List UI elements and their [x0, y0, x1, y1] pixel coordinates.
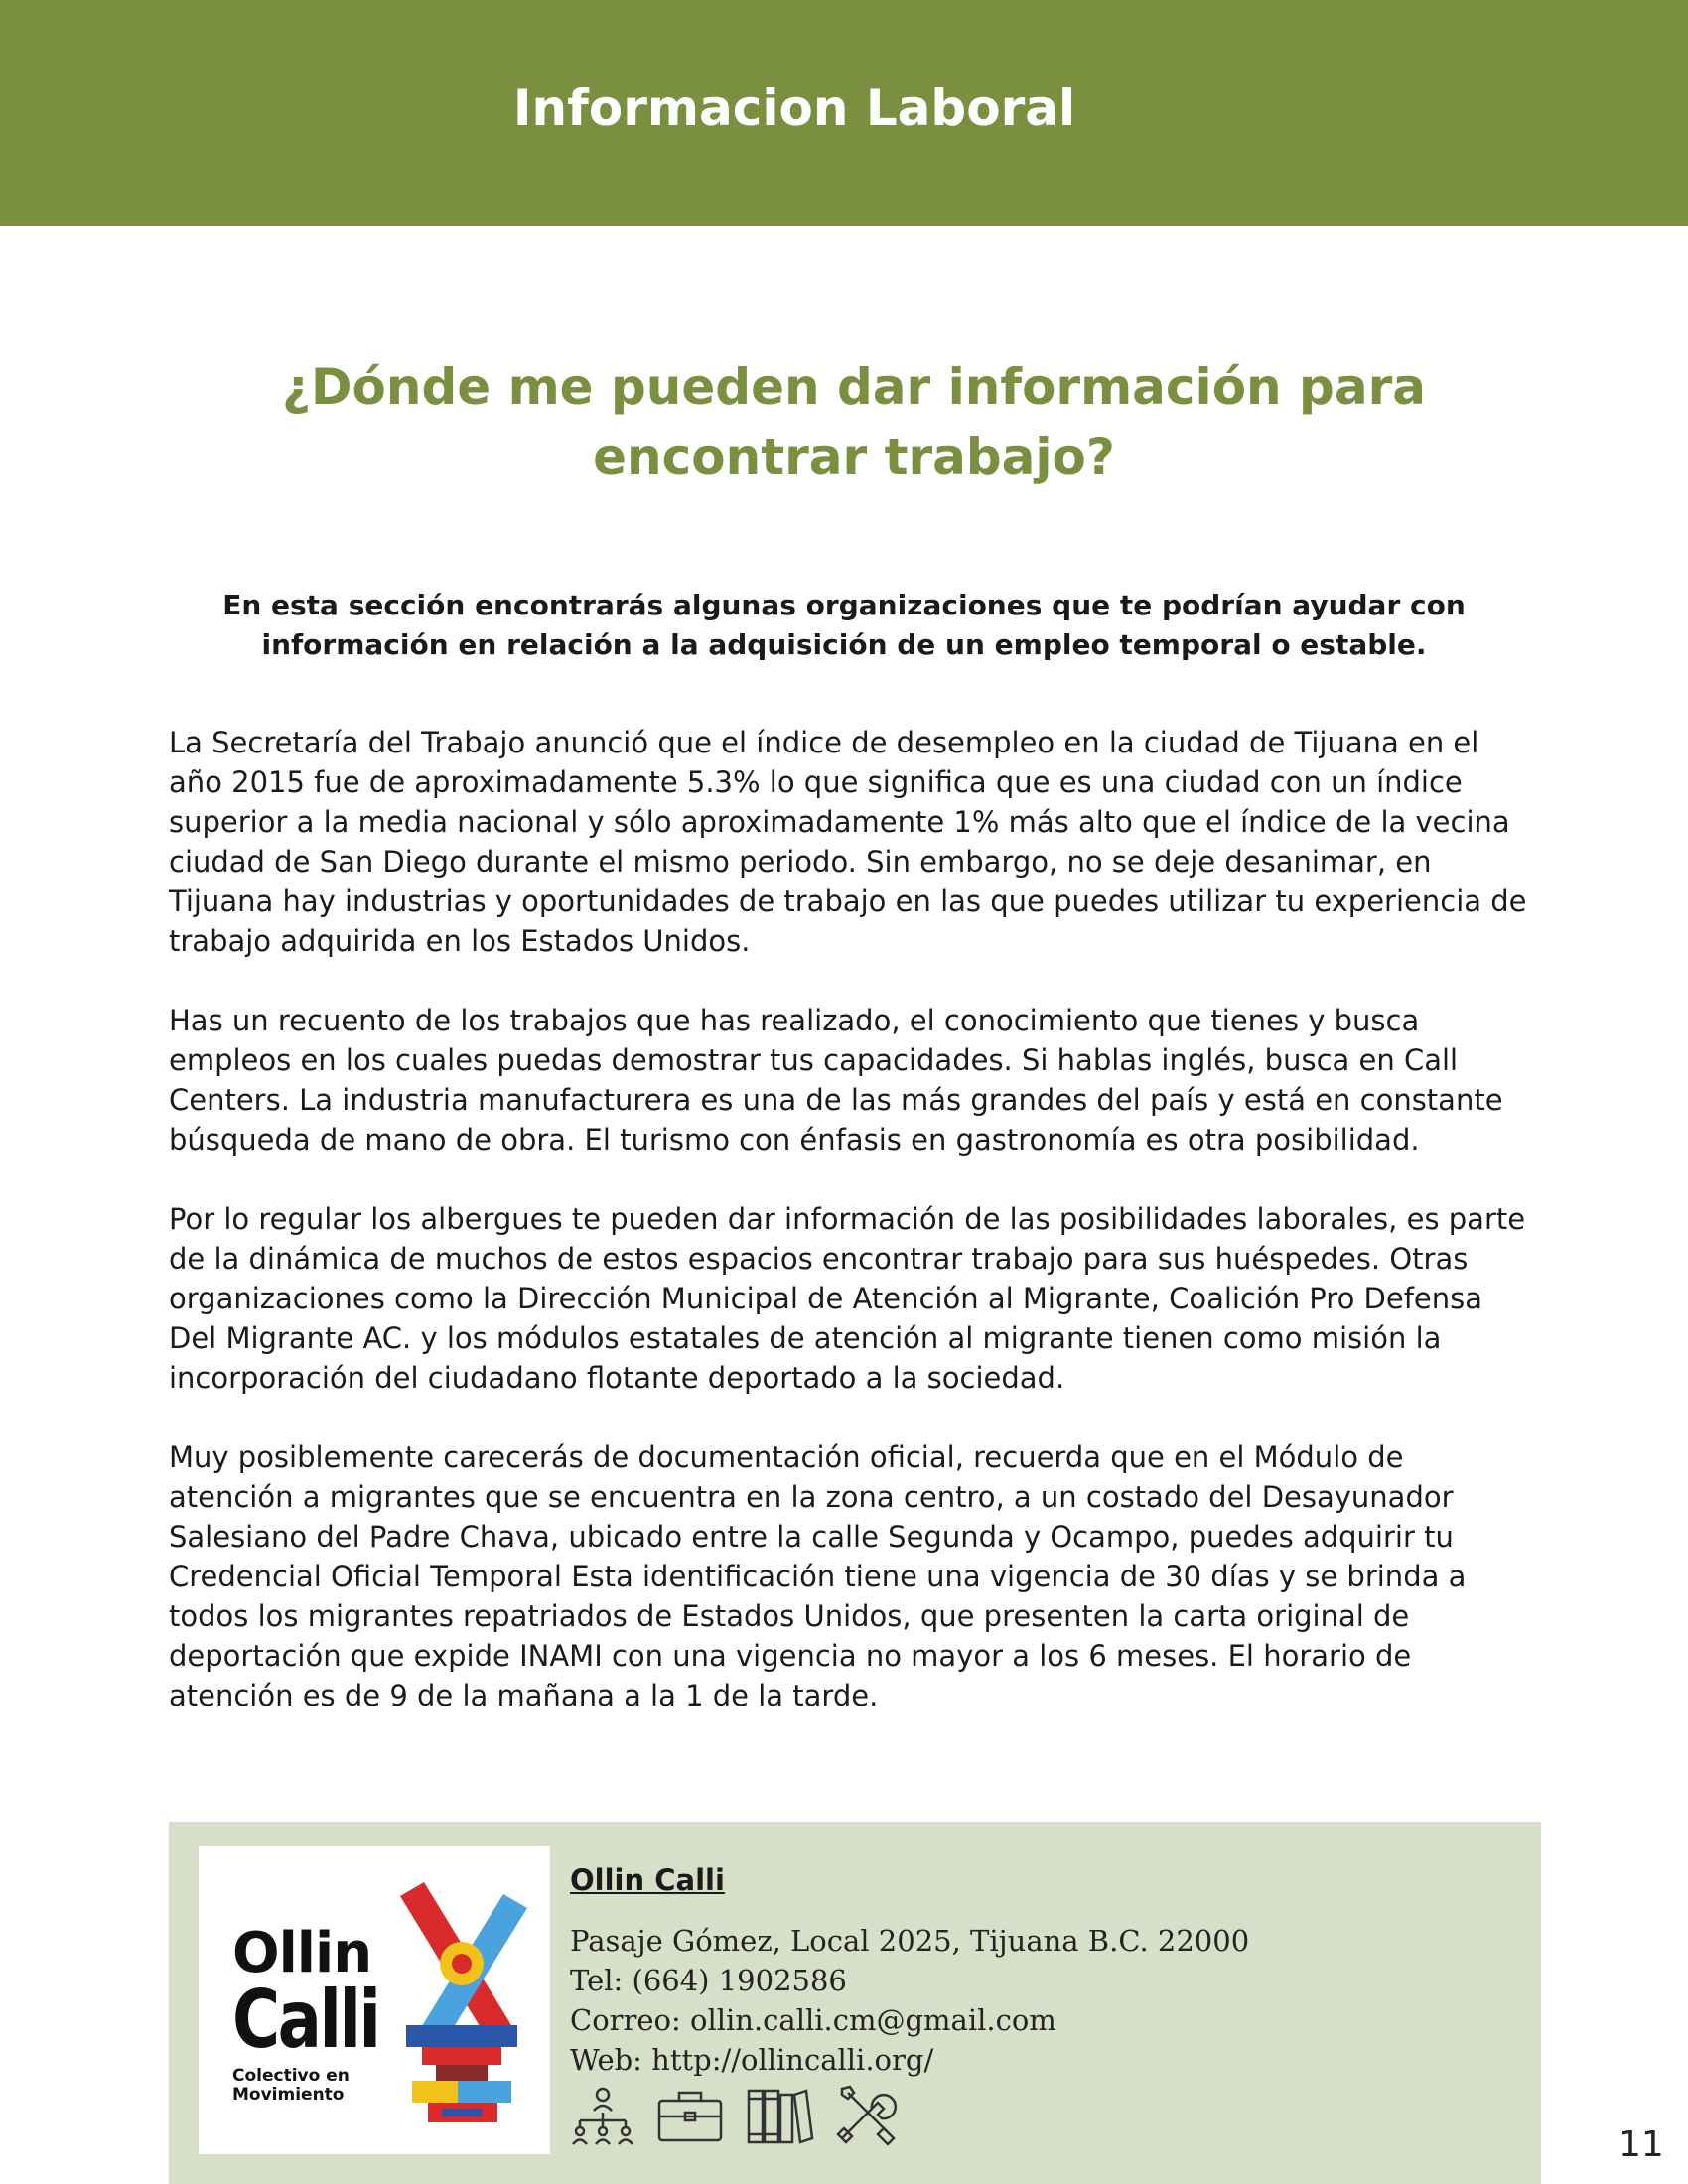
organization-phone: Tel: (664) 1902586	[570, 1964, 847, 1997]
organization-logo	[199, 1846, 550, 2154]
section-question: ¿Dónde me pueden dar información para encontrar trabajo?	[282, 358, 1426, 485]
organization-contact	[570, 1921, 1249, 2080]
books-icon	[745, 2085, 814, 2150]
paragraph: La Secretaría del Trabajo anunció que el índice de desempleo en la ciudad de Tijuana en el año 2015 fue de aproximadamente 5.3% lo que significa que es una ciudad con un índice superior a la media nacional y sólo aproximadamente 1% más alto que el índice de la vecina ciudad de San Diego durante el mismo periodo. Sin embargo, no se deje desanimar, en Tijuana hay industrias y oportunidades de trabajo en las que puedes utilizar tu experiencia de trabajo adquirida en los Estados Unidos.	[169, 726, 1527, 958]
tools-icon	[834, 2085, 900, 2150]
organization-card	[169, 1822, 1541, 2184]
header-banner	[0, 0, 1688, 226]
ollin-glyph-icon	[392, 1876, 531, 2134]
page-number: 11	[1618, 2124, 1664, 2165]
page-title: Informacion Laboral	[512, 79, 1076, 137]
intro-text: En esta sección encontrarás algunas organizaciones que te podrían ayudar con información en relación a la adquisición de un empleo temporal o estable.	[222, 589, 1466, 661]
logo-word-ollin: Ollin	[232, 1921, 372, 1985]
organization-chart-icon	[570, 2085, 635, 2150]
briefcase-icon	[655, 2085, 725, 2150]
paragraph: Por lo regular los albergues te pueden dar información de las posibilidades laborales, es parte de la dinámica de muchos de estos espacios encontrar trabajo para sus huéspedes. Otras organizaciones como la Dirección Municipal de Atención al Migrante, Coalición Pro Defensa Del Migrante AC. y los módulos estatales de atención al migrante tienen como misión la incorporación del ciudadano flotante deportado a la sociedad.	[169, 1202, 1526, 1395]
paragraph: Has un recuento de los trabajos que has realizado, el conocimiento que tienes y busca empleos en los cuales puedas demostrar tus capacidades. Si hablas inglés, busca en Call Centers. La industria manufacturera es una de las más grandes del país y está en constante búsqueda de mano de obra. El turismo con énfasis en gastronomía es otra posibilidad.	[169, 1004, 1503, 1157]
organization-name: Ollin Calli	[570, 1863, 725, 1897]
organization-email: Correo: ollin.calli.cm@gmail.com	[570, 2003, 1056, 2037]
body-text	[169, 723, 1529, 1755]
logo-word-calli: Calli	[232, 1974, 379, 2066]
organization-web: Web: http://ollincalli.org/	[570, 2043, 934, 2077]
paragraph: Muy posiblemente carecerás de documentación oficial, recuerda que en el Módulo de atención a migrantes que se encuentra en la zona centro, a un costado del Desayunador Salesiano del Padre Chava, ubicado entre la calle Segunda y Ocampo, puedes adquirir tu Credencial Oficial Temporal Esta identificación tiene una vigencia de 30 días y se brinda a todos los migrantes repatriados de Estados Unidos, que presenten la carta original de deportación que expide INAMI con una vigencia no mayor a los 6 meses. El horario de atención es de 9 de la mañana a la 1 de la tarde.	[169, 1440, 1467, 1712]
logo-tagline: Colectivo en Movimiento	[232, 2066, 350, 2105]
organization-address: Pasaje Gómez, Local 2025, Tijuana B.C. 22000	[570, 1924, 1250, 1958]
